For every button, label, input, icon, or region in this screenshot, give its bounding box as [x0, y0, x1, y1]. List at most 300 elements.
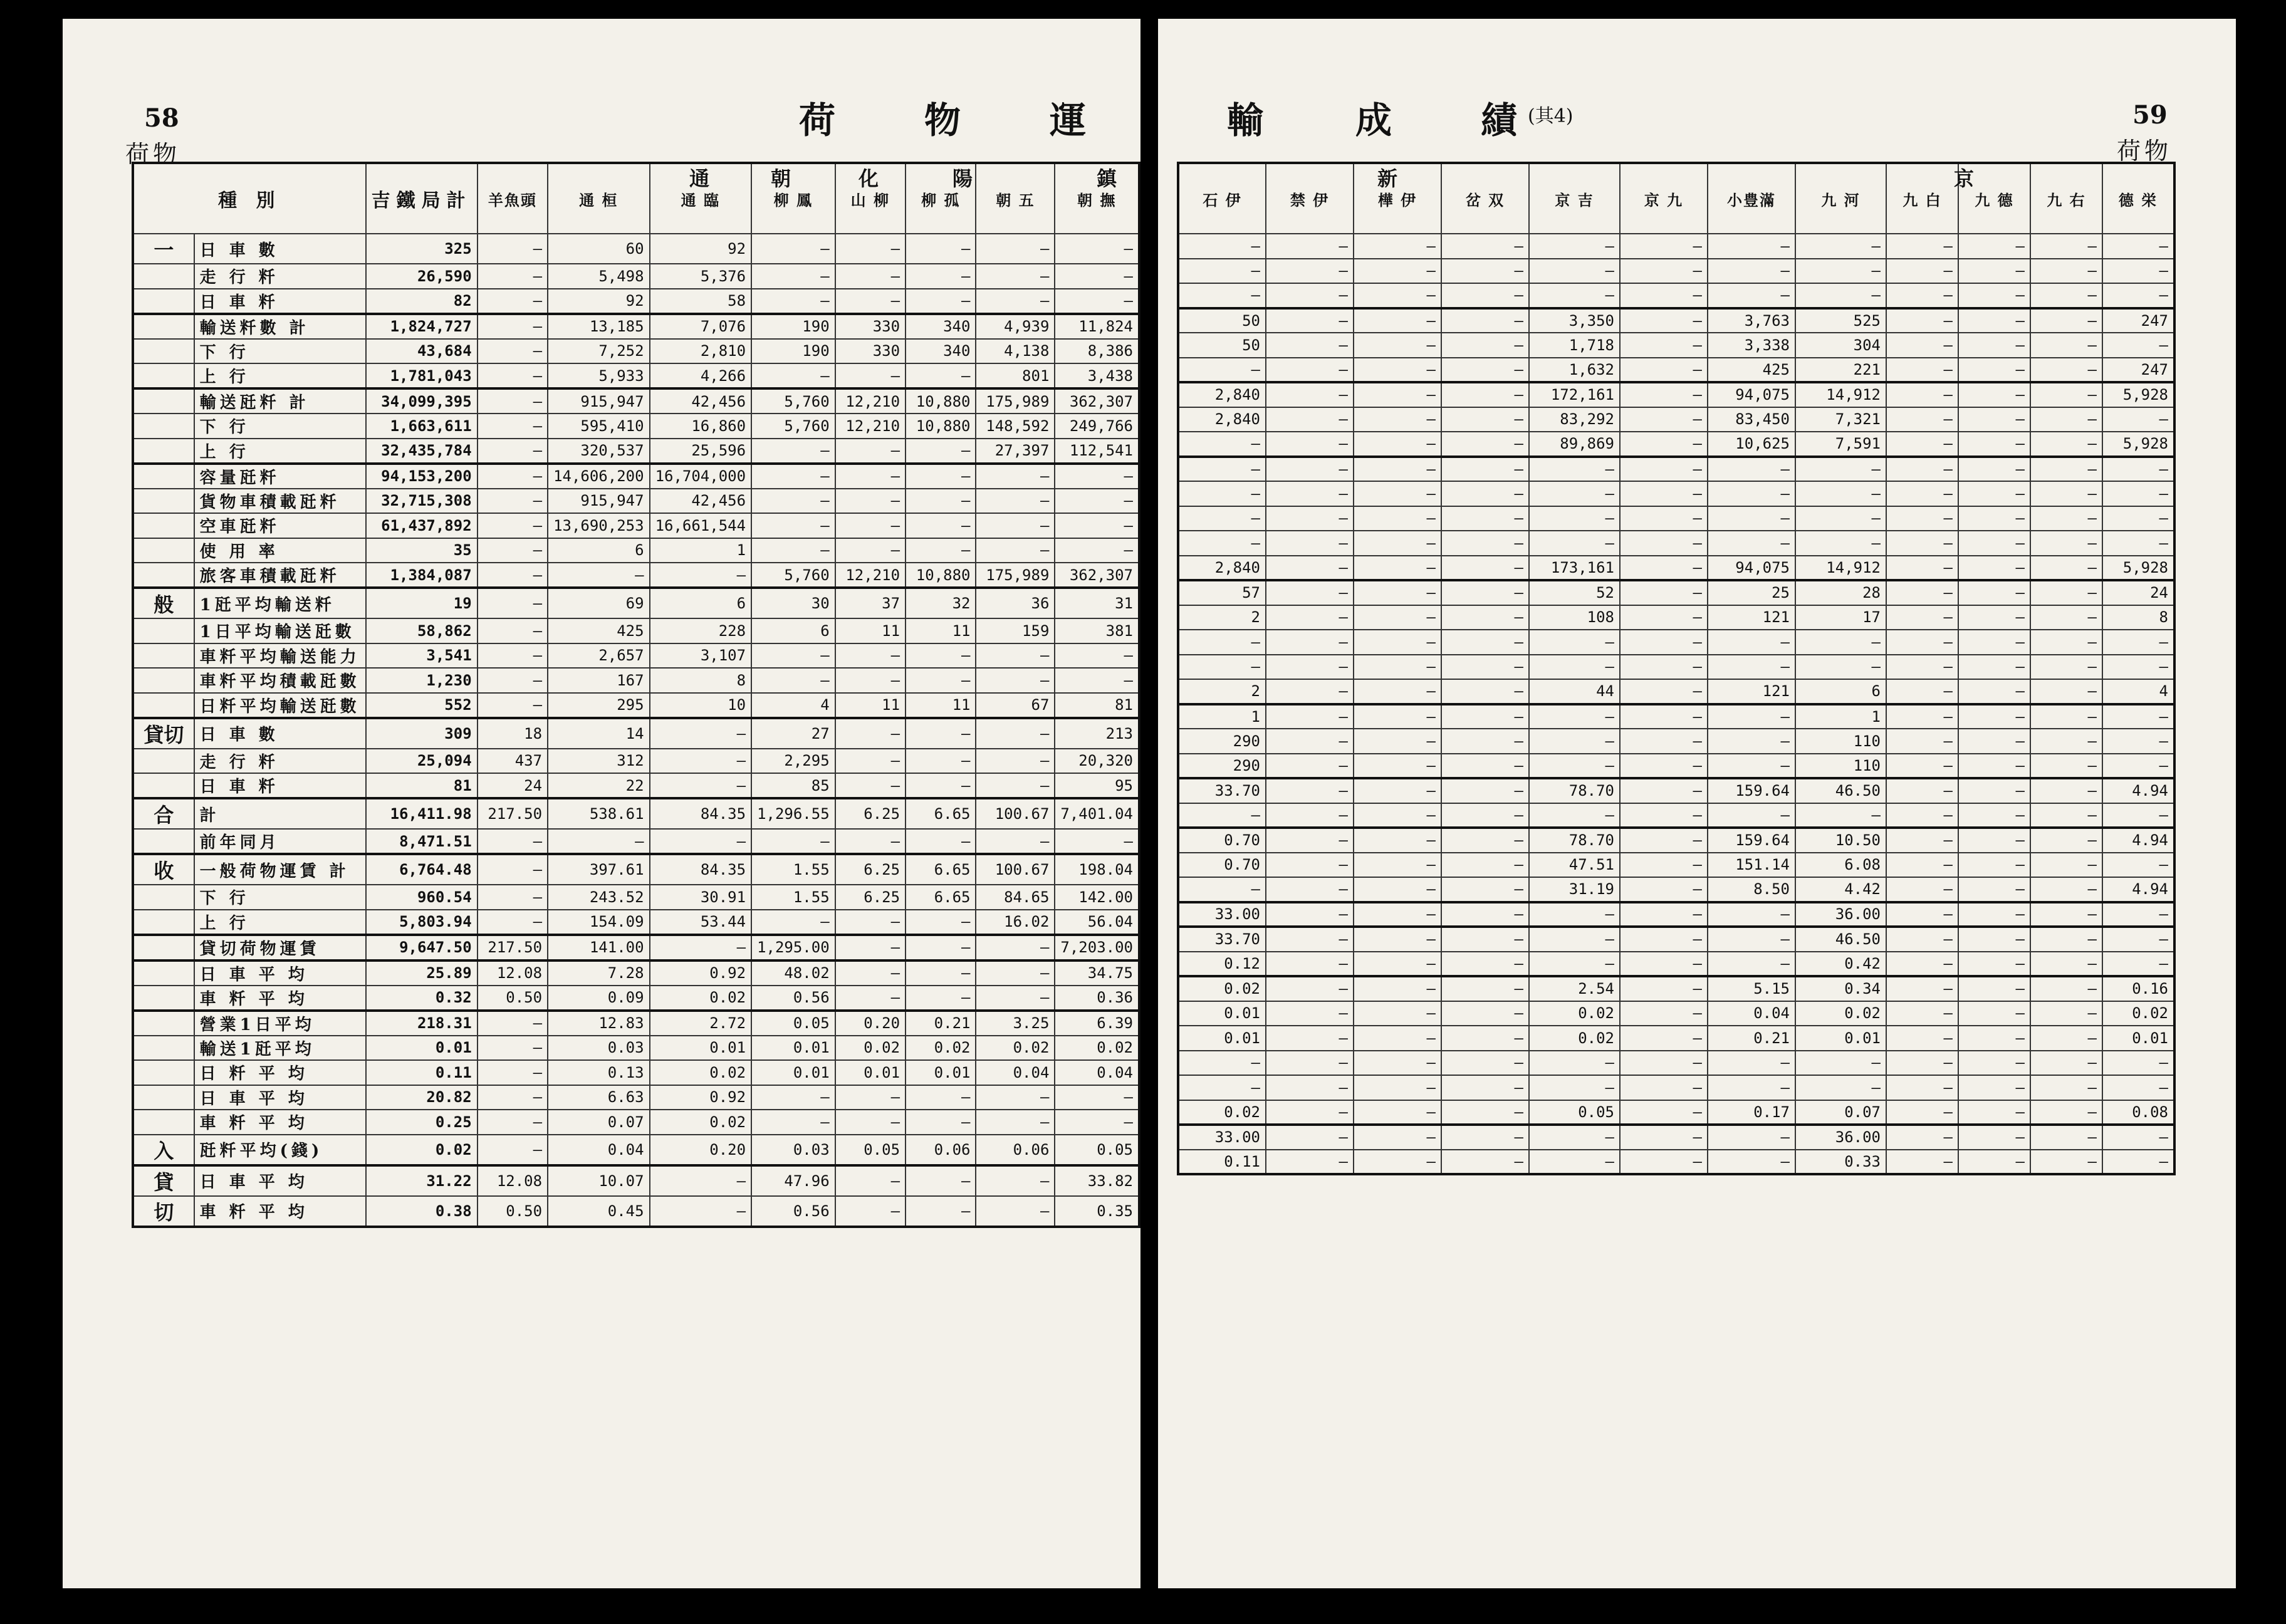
group-label: 通	[689, 167, 710, 190]
table-cell: —	[1266, 952, 1354, 977]
table-cell: 42,456	[650, 489, 752, 514]
table-cell: —	[1958, 778, 2030, 803]
table-cell: —	[478, 643, 548, 669]
table-cell: —	[835, 986, 906, 1011]
table-cell: —	[835, 489, 906, 514]
table-row	[1178, 308, 2174, 333]
table-cell: —	[906, 363, 976, 388]
table-cell: —	[1354, 902, 1441, 927]
table-cell: 78.70	[1529, 778, 1620, 803]
table-cell: —	[2030, 1150, 2102, 1175]
table-row	[1178, 952, 2174, 977]
table-row	[1178, 729, 2174, 754]
table-cell: —	[1886, 803, 1958, 828]
table-cell: —	[1958, 1026, 2030, 1051]
table-cell: 159.64	[1708, 778, 1795, 803]
row-label: 前年同月	[194, 829, 366, 854]
table-cell: —	[1620, 630, 1708, 655]
row-group	[133, 1085, 194, 1110]
row-group	[133, 339, 194, 364]
table-cell: —	[1266, 308, 1354, 333]
table-cell: —	[1266, 457, 1354, 482]
table-cell: —	[1795, 259, 1886, 284]
table-cell: 32	[906, 588, 976, 618]
table-cell: —	[1886, 1150, 1958, 1175]
table-cell: —	[1055, 289, 1139, 314]
table-cell: —	[478, 693, 548, 718]
table-cell: 228	[650, 618, 752, 643]
table-cell: 28	[1795, 580, 1886, 605]
table-cell: 5,928	[2102, 432, 2174, 457]
table-cell: —	[1354, 407, 1441, 432]
row-group	[133, 439, 194, 464]
table-cell: —	[1354, 1150, 1441, 1175]
table-cell: —	[751, 264, 835, 289]
table-cell: 94,075	[1708, 556, 1795, 581]
table-cell: 0.35	[1055, 1196, 1139, 1227]
table-cell: —	[906, 773, 976, 798]
table-cell: 8.50	[1708, 877, 1795, 902]
table-cell: 0.07	[1795, 1100, 1886, 1125]
table-cell: —	[1958, 877, 2030, 902]
table-row	[133, 1036, 1139, 1061]
table-cell: —	[2030, 605, 2102, 630]
table-cell: 8,386	[1055, 339, 1139, 364]
row-label: 日 車 平 均	[194, 960, 366, 986]
table-cell: —	[906, 986, 976, 1011]
table-cell: 249,766	[1055, 414, 1139, 439]
row-group	[133, 773, 194, 798]
row-total: 0.25	[366, 1110, 478, 1135]
left-table-wrap	[132, 162, 1140, 1228]
row-total: 0.02	[366, 1135, 478, 1165]
table-cell: —	[2102, 729, 2174, 754]
table-cell: —	[2030, 259, 2102, 284]
table-cell: —	[650, 829, 752, 854]
table-cell: —	[835, 910, 906, 935]
row-group	[133, 464, 194, 489]
table-cell: —	[1886, 605, 1958, 630]
table-cell: 0.01	[835, 1060, 906, 1085]
table-cell: —	[1266, 853, 1354, 878]
table-cell: —	[1620, 283, 1708, 308]
table-cell: —	[976, 489, 1055, 514]
table-row	[1178, 927, 2174, 952]
table-cell: —	[1441, 1026, 1529, 1051]
table-cell: 217.50	[478, 935, 548, 960]
title-subtitle: (其4)	[1528, 105, 1574, 127]
table-cell: 31	[1055, 588, 1139, 618]
table-row	[133, 618, 1139, 643]
table-cell: —	[1178, 630, 1266, 655]
table-row	[1178, 1125, 2174, 1150]
table-cell: —	[1529, 927, 1620, 952]
table-cell: —	[1958, 259, 2030, 284]
table-cell: 6.39	[1055, 1011, 1139, 1036]
table-row	[133, 363, 1139, 388]
table-cell: —	[1529, 655, 1620, 680]
table-cell: —	[1266, 1125, 1354, 1150]
table-cell: —	[1354, 556, 1441, 581]
table-cell: —	[906, 829, 976, 854]
table-cell: 362,307	[1055, 563, 1139, 588]
table-cell: —	[1958, 655, 2030, 680]
table-cell: 0.92	[650, 1085, 752, 1110]
table-cell: —	[2102, 853, 2174, 878]
table-cell: —	[2102, 531, 2174, 556]
table-cell: —	[1886, 432, 1958, 457]
table-cell: —	[2102, 902, 2174, 927]
row-group: 入	[133, 1135, 194, 1165]
table-cell: 2,657	[548, 643, 650, 669]
table-cell: —	[1958, 531, 2030, 556]
table-cell: —	[2102, 655, 2174, 680]
table-cell: 0.02	[2102, 1001, 2174, 1026]
table-cell: —	[1354, 778, 1441, 803]
table-cell: 0.04	[1055, 1060, 1139, 1085]
row-total: 82	[366, 289, 478, 314]
table-cell: —	[1708, 283, 1795, 308]
table-cell: —	[1441, 902, 1529, 927]
table-cell: —	[1529, 754, 1620, 779]
table-cell: —	[906, 1110, 976, 1135]
table-cell: —	[976, 773, 1055, 798]
table-cell: 5,928	[2102, 382, 2174, 407]
row-label: 日 車 數	[194, 718, 366, 749]
table-cell: —	[1441, 778, 1529, 803]
table-cell: 0.01	[751, 1060, 835, 1085]
table-cell: 1.55	[751, 854, 835, 885]
table-cell: 11	[835, 618, 906, 643]
table-cell: —	[835, 749, 906, 774]
table-cell: 13,690,253	[548, 513, 650, 538]
table-cell: —	[1886, 778, 1958, 803]
table-cell: —	[1620, 1051, 1708, 1076]
table-row	[1178, 803, 2174, 828]
table-cell: —	[1441, 877, 1529, 902]
title-char: 輸	[1227, 99, 1264, 142]
table-cell: —	[1354, 1125, 1441, 1150]
table-cell: —	[1620, 1001, 1708, 1026]
right-page	[1158, 19, 2236, 1588]
column-header: 九 河	[1795, 163, 1886, 234]
table-cell: 0.11	[1178, 1150, 1266, 1175]
table-cell: —	[2030, 976, 2102, 1001]
table-cell: —	[478, 538, 548, 563]
table-row	[133, 1165, 1139, 1196]
table-cell: 0.01	[906, 1060, 976, 1085]
table-cell: —	[1441, 729, 1529, 754]
table-cell: —	[1958, 605, 2030, 630]
table-cell: —	[1354, 729, 1441, 754]
table-cell: —	[1886, 729, 1958, 754]
table-cell: —	[2102, 927, 2174, 952]
table-cell: —	[1354, 308, 1441, 333]
table-cell: 12.08	[478, 1165, 548, 1196]
row-label: 日 車 平 均	[194, 1085, 366, 1110]
table-row	[133, 749, 1139, 774]
table-cell: 0.13	[548, 1060, 650, 1085]
column-header: 石 伊	[1178, 163, 1266, 234]
table-cell: 1,295.00	[751, 935, 835, 960]
table-cell: —	[1354, 655, 1441, 680]
table-cell: 16,704,000	[650, 464, 752, 489]
table-cell: 14,606,200	[548, 464, 650, 489]
table-cell: 0.45	[548, 1196, 650, 1227]
table-row	[133, 314, 1139, 339]
table-cell: 33.00	[1178, 902, 1266, 927]
table-row	[133, 339, 1139, 364]
table-cell: 0.02	[1795, 1001, 1886, 1026]
table-cell: 60	[548, 234, 650, 264]
table-cell: —	[835, 464, 906, 489]
row-label: 車 粁 平 均	[194, 986, 366, 1011]
table-cell: —	[1958, 407, 2030, 432]
table-cell: —	[1266, 1100, 1354, 1125]
table-cell: 3,350	[1529, 308, 1620, 333]
table-cell: 1,718	[1529, 333, 1620, 358]
table-cell: —	[1354, 457, 1441, 482]
right-table	[1177, 162, 2176, 1175]
table-cell: —	[1441, 358, 1529, 383]
table-cell: —	[1441, 283, 1529, 308]
table-row	[1178, 531, 2174, 556]
table-cell: —	[2102, 952, 2174, 977]
table-cell: 190	[751, 314, 835, 339]
row-group	[133, 1060, 194, 1085]
table-cell: —	[2030, 853, 2102, 878]
table-cell: —	[1620, 1026, 1708, 1051]
table-cell: —	[835, 1196, 906, 1227]
row-label: 輸送粁數 計	[194, 314, 366, 339]
table-cell: 0.70	[1178, 853, 1266, 878]
row-label: 瓩粁平均(錢)	[194, 1135, 366, 1165]
table-cell: —	[1266, 531, 1354, 556]
table-cell: —	[1266, 902, 1354, 927]
table-row	[133, 643, 1139, 669]
table-cell: —	[1886, 902, 1958, 927]
table-cell: 6	[751, 618, 835, 643]
table-cell: —	[2030, 580, 2102, 605]
table-cell: —	[1441, 1125, 1529, 1150]
table-cell: —	[1441, 952, 1529, 977]
row-total: 81	[366, 773, 478, 798]
row-label: 輸送1瓩平均	[194, 1036, 366, 1061]
table-row	[1178, 1001, 2174, 1026]
table-cell: 8	[650, 668, 752, 693]
table-cell: 47.51	[1529, 853, 1620, 878]
table-cell: 362,307	[1055, 388, 1139, 414]
table-cell: —	[2030, 927, 2102, 952]
table-cell: —	[1529, 259, 1620, 284]
table-cell: 10.07	[548, 1165, 650, 1196]
table-cell: —	[2030, 308, 2102, 333]
table-cell: —	[478, 1085, 548, 1110]
row-total: 218.31	[366, 1011, 478, 1036]
table-cell: —	[2030, 432, 2102, 457]
row-label: 計	[194, 798, 366, 829]
table-cell: —	[1266, 828, 1354, 853]
table-cell: —	[906, 960, 976, 986]
table-cell: 5,760	[751, 388, 835, 414]
table-cell: 50	[1178, 333, 1266, 358]
table-row	[133, 289, 1139, 314]
table-cell: 595,410	[548, 414, 650, 439]
table-cell: 33.70	[1178, 778, 1266, 803]
table-cell: —	[1266, 754, 1354, 779]
table-cell: 0.03	[751, 1135, 835, 1165]
table-cell: —	[1055, 1085, 1139, 1110]
table-cell: 304	[1795, 333, 1886, 358]
table-cell: 7,401.04	[1055, 798, 1139, 829]
table-row	[1178, 1150, 2174, 1175]
table-cell: 0.01	[1178, 1001, 1266, 1026]
table-cell: —	[976, 960, 1055, 986]
table-cell: —	[1178, 1075, 1266, 1100]
table-cell: —	[1441, 407, 1529, 432]
title-char: 績	[1481, 99, 1518, 142]
table-cell: —	[2102, 754, 2174, 779]
left-table	[132, 162, 1140, 1228]
row-total: 35	[366, 538, 478, 563]
table-cell: 167	[548, 668, 650, 693]
table-row	[1178, 333, 2174, 358]
row-label: 營業1日平均	[194, 1011, 366, 1036]
table-row	[133, 1196, 1139, 1227]
table-cell: —	[1886, 704, 1958, 729]
table-cell: 78.70	[1529, 828, 1620, 853]
table-cell: —	[751, 513, 835, 538]
row-total: 31.22	[366, 1165, 478, 1196]
table-cell: —	[835, 773, 906, 798]
table-cell: 217.50	[478, 798, 548, 829]
row-group	[133, 693, 194, 718]
table-cell: —	[478, 1011, 548, 1036]
table-cell: 0.17	[1708, 1100, 1795, 1125]
table-cell: —	[751, 489, 835, 514]
table-cell: 16.02	[976, 910, 1055, 935]
table-cell: 12.83	[548, 1011, 650, 1036]
table-cell: —	[906, 1196, 976, 1227]
table-cell: —	[976, 1085, 1055, 1110]
table-cell: 33.70	[1178, 927, 1266, 952]
table-cell: 0.01	[650, 1036, 752, 1061]
column-header: 山 柳	[835, 163, 906, 234]
table-cell: —	[1620, 457, 1708, 482]
row-label: 車粁平均輸送能力	[194, 643, 366, 669]
table-cell: 915,947	[548, 489, 650, 514]
table-cell: —	[650, 563, 752, 588]
table-cell: —	[1886, 754, 1958, 779]
table-cell: —	[1055, 264, 1139, 289]
table-cell: 4.42	[1795, 877, 1886, 902]
table-cell: —	[1266, 580, 1354, 605]
table-cell: —	[1441, 754, 1529, 779]
table-cell: 2	[1178, 605, 1266, 630]
row-label: 上 行	[194, 439, 366, 464]
right-page-category: 荷物	[2117, 137, 2173, 165]
table-cell: —	[976, 1196, 1055, 1227]
table-cell: —	[1886, 506, 1958, 531]
table-cell: —	[1441, 506, 1529, 531]
table-cell: 397.61	[548, 854, 650, 885]
table-cell: —	[2102, 506, 2174, 531]
row-total: 16,411.98	[366, 798, 478, 829]
table-cell: 175,989	[976, 563, 1055, 588]
table-cell: 84.35	[650, 854, 752, 885]
table-cell: —	[906, 234, 976, 264]
table-cell: —	[1620, 531, 1708, 556]
table-cell: 10.50	[1795, 828, 1886, 853]
table-cell: —	[1266, 358, 1354, 383]
row-label: 1日平均輸送瓩數	[194, 618, 366, 643]
table-cell: —	[1620, 358, 1708, 383]
table-cell: —	[1441, 679, 1529, 704]
table-cell: —	[1620, 803, 1708, 828]
table-cell: —	[1354, 382, 1441, 407]
table-cell: —	[2102, 1051, 2174, 1076]
row-label: 走 行 粁	[194, 264, 366, 289]
table-cell: —	[1354, 605, 1441, 630]
row-total: 5,803.94	[366, 910, 478, 935]
table-cell: 34.75	[1055, 960, 1139, 986]
table-cell: —	[1708, 655, 1795, 680]
table-cell: —	[1958, 1051, 2030, 1076]
row-group: 貸切	[133, 718, 194, 749]
table-cell: —	[906, 538, 976, 563]
table-cell: —	[1178, 506, 1266, 531]
table-cell: 1	[650, 538, 752, 563]
table-cell: —	[1886, 1051, 1958, 1076]
table-cell: 100.67	[976, 798, 1055, 829]
row-group: 貸	[133, 1165, 194, 1196]
table-cell: 0.09	[548, 986, 650, 1011]
row-label: 走 行 粁	[194, 749, 366, 774]
table-cell: —	[1886, 457, 1958, 482]
table-cell: —	[906, 643, 976, 669]
table-cell: —	[1708, 259, 1795, 284]
table-cell: —	[1354, 754, 1441, 779]
table-cell: —	[1529, 952, 1620, 977]
table-cell: 36.00	[1795, 902, 1886, 927]
table-cell: —	[1886, 877, 1958, 902]
table-cell: 2	[1178, 679, 1266, 704]
table-row	[133, 414, 1139, 439]
table-row	[1178, 605, 2174, 630]
table-cell: 0.01	[751, 1036, 835, 1061]
table-cell: 0.02	[1055, 1036, 1139, 1061]
table-cell: —	[835, 439, 906, 464]
table-cell: 110	[1795, 754, 1886, 779]
table-cell: —	[835, 1165, 906, 1196]
table-cell: —	[1620, 580, 1708, 605]
table-cell: —	[2102, 1150, 2174, 1175]
table-cell: —	[1620, 1150, 1708, 1175]
table-cell: 47.96	[751, 1165, 835, 1196]
table-cell: —	[1055, 234, 1139, 264]
table-cell: —	[1441, 1075, 1529, 1100]
table-cell: 247	[2102, 308, 2174, 333]
table-cell: —	[1958, 1100, 2030, 1125]
table-cell: 0.16	[2102, 976, 2174, 1001]
table-cell: 0.06	[906, 1135, 976, 1165]
table-cell: —	[1354, 1075, 1441, 1100]
table-row	[133, 854, 1139, 885]
table-cell: —	[1266, 1150, 1354, 1175]
table-cell: —	[478, 563, 548, 588]
table-row	[1178, 382, 2174, 407]
table-cell: 290	[1178, 729, 1266, 754]
